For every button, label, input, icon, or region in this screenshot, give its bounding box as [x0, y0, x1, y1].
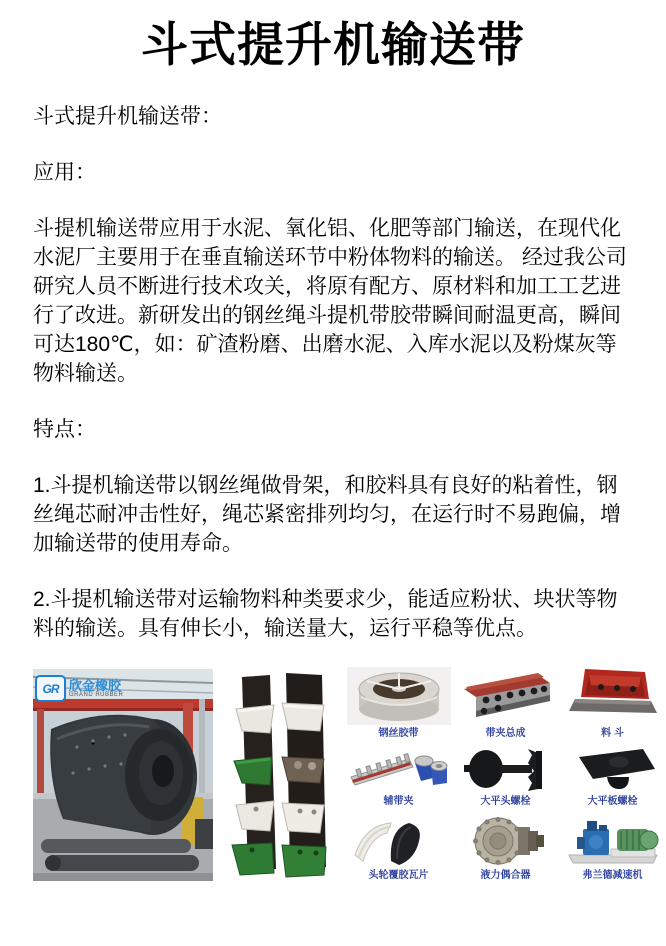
product-cell: [559, 815, 666, 883]
product-cell: [345, 667, 452, 741]
aux-belt-clamp-image: [347, 747, 451, 793]
product-cell: [559, 667, 666, 741]
belt-roll-factory-photo: [33, 669, 213, 881]
feature-item-1: 1.斗提机输送带以钢丝绳做骨架，和胶料具有良好的粘着性，钢丝绳芯耐冲击性好，绳芯紧密排列均匀，在运行时不易跑偏，增加输送带的使用寿命。: [33, 473, 621, 555]
product-label: 头轮覆胶瓦片: [368, 870, 429, 881]
flender-gear-reducer-image: [561, 815, 665, 867]
application-text: 斗提机输送带应用于水泥、氧化铝、化肥等部门输送，在现代化水泥厂主要用于在垂直输送环节中粉体物料的输送。 经过我公司研究人员不断进行技术攻关，将原有配方、原材料和加工工艺进行了改进。新研发出的钢丝绳斗提机带胶带瞬间耐温更高，瞬间可达180℃，如：矿渣粉磨、出磨水泥、入库水泥以及粉煤灰等物料输送。: [33, 216, 627, 385]
product-label: 钢丝胶带: [378, 728, 419, 739]
product-cell: [345, 747, 452, 811]
document-body: [0, 102, 666, 643]
flat-head-bolt-image: [454, 747, 558, 793]
fluid-coupling-image: [454, 815, 558, 867]
brand-logo: [35, 675, 123, 702]
product-grid: [345, 667, 666, 883]
product-label: 带夹总成: [485, 728, 526, 739]
product-label: 料 斗: [601, 728, 624, 739]
buckets-photo-illustration: [228, 669, 338, 879]
product-gallery: [33, 667, 666, 892]
product-cell: [452, 667, 559, 741]
product-cell: [452, 815, 559, 883]
product-label: 大平板螺栓: [587, 796, 638, 807]
feature-item-2: 2.斗提机输送带对运输物料种类要求少，能适应粉状、块状等物料的输送。具有伸长小，输送量大，运行平稳等优点。: [33, 587, 618, 640]
product-label: 弗兰德减速机: [582, 870, 643, 881]
flat-plate-bolt-image: [561, 747, 665, 793]
head-wheel-rubber-tile-image: [347, 815, 451, 867]
gr-logo-icon: [35, 675, 66, 702]
product-cell: [559, 747, 666, 811]
product-cell: [452, 747, 559, 811]
belt-clamp-assembly-image: [454, 667, 558, 725]
product-label: 液力偶合器: [480, 870, 531, 881]
logo-monogram: GR: [42, 681, 59, 696]
subtitle: 斗式提升机输送带：: [33, 104, 222, 128]
application-heading: 应用：: [33, 160, 96, 184]
hopper-image: [561, 667, 665, 725]
product-label: 辅带夹: [383, 796, 414, 807]
elevator-buckets-photo: [228, 669, 338, 879]
steel-cord-belt-roll-image: [347, 667, 451, 725]
logo-name-cn: 欣金橡胶: [69, 677, 122, 693]
features-heading: 特点：: [33, 417, 96, 441]
logo-name-en: GRAND RUBBER: [69, 691, 124, 698]
page-title: 斗式提升机输送带: [141, 18, 525, 71]
product-cell: [345, 815, 452, 883]
product-label: 大平头螺栓: [480, 796, 531, 807]
